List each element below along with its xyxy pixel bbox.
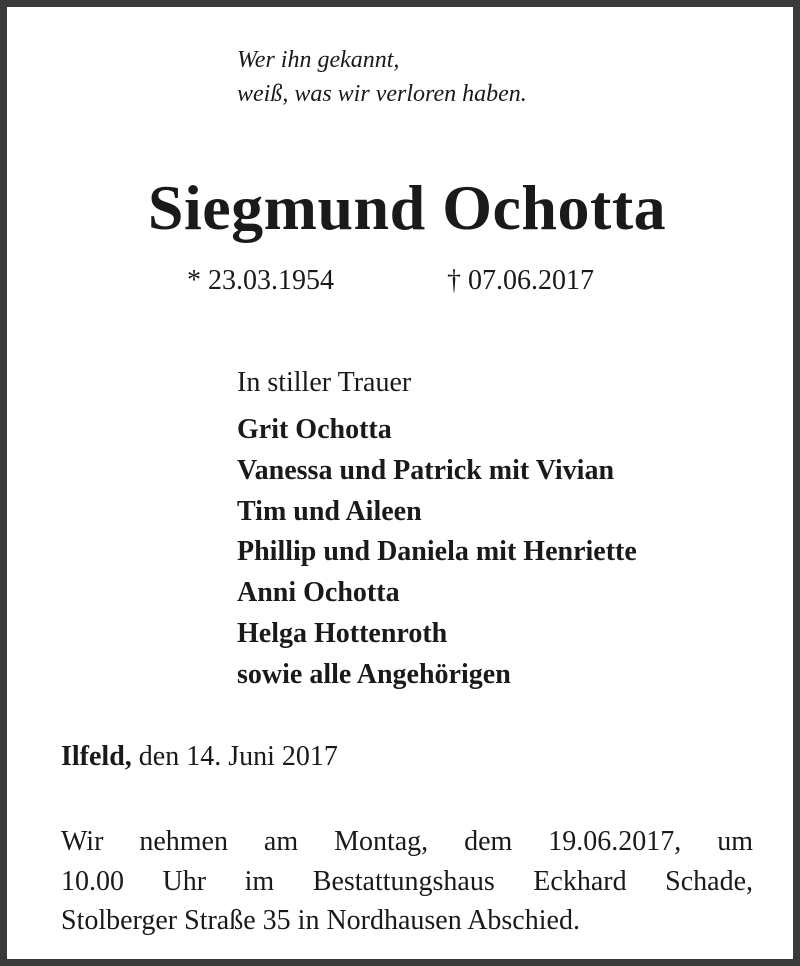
mourner-name: Vanessa und Patrick mit Vivian bbox=[237, 454, 615, 486]
date: den 14. Juni 2017 bbox=[138, 741, 338, 772]
motto-line-2: weiß, was wir verloren haben. bbox=[237, 81, 527, 107]
farewell-line-2: 10.00 Uhr im Bestattungshaus Eckhard Schade, bbox=[61, 865, 753, 897]
farewell-line-3: Stolberger Straße 35 in Nordhausen Abschied. bbox=[61, 905, 580, 936]
mourner-name: Phillip und Daniela mit Henriette bbox=[237, 536, 637, 568]
mourner-name: Anni Ochotta bbox=[237, 577, 400, 609]
motto-line-1: Wer ihn gekannt, bbox=[237, 47, 400, 73]
farewell-announcement bbox=[61, 822, 753, 941]
place-and-date bbox=[61, 738, 338, 776]
farewell-line-1: Wir nehmen am Montag, dem 19.06.2017, um bbox=[61, 826, 753, 857]
birth-date: * 23.03.1954 bbox=[187, 265, 334, 296]
death-date: † 07.06.2017 bbox=[447, 265, 594, 296]
motto bbox=[237, 43, 527, 111]
mourner-name: sowie alle Angehörigen bbox=[237, 658, 511, 690]
mourner-name: Helga Hottenroth bbox=[237, 617, 448, 649]
mourners-list bbox=[237, 410, 637, 696]
place: Ilfeld, bbox=[61, 741, 132, 772]
mourner-name: Tim und Aileen bbox=[237, 495, 422, 527]
mourning-intro: In stiller Trauer bbox=[237, 367, 412, 398]
mourner-name: Grit Ochotta bbox=[237, 414, 392, 445]
deceased-name: Siegmund Ochotta bbox=[147, 172, 667, 243]
